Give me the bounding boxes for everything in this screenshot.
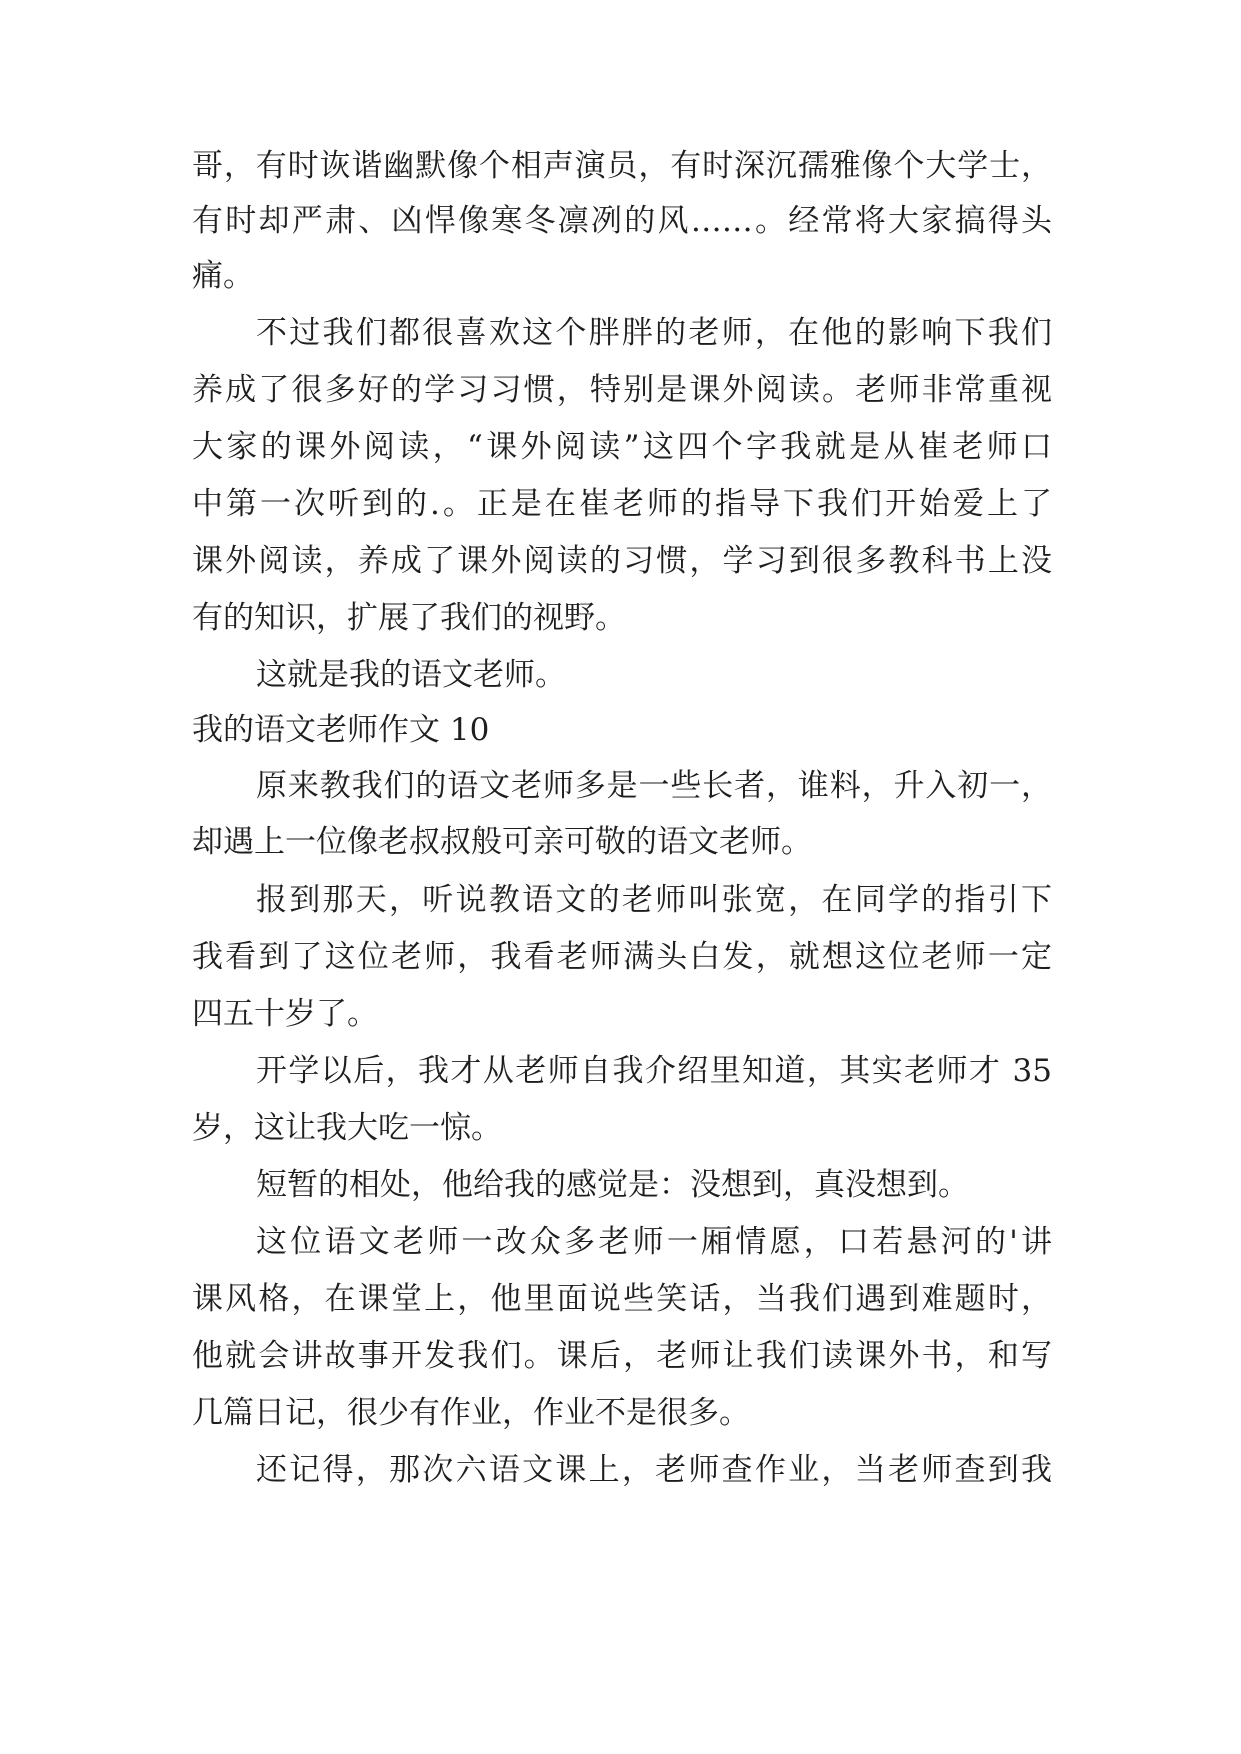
paragraph-line: 课外阅读，养成了课外阅读的习惯，学习到很多教科书上没 bbox=[192, 543, 1052, 579]
paragraph-line: 他就会讲故事开发我们。课后，老师让我们读课外书，和写 bbox=[192, 1338, 1052, 1374]
paragraph-line: 开学以后，我才从老师自我介绍里知道，其实老师才 35 bbox=[256, 1053, 1052, 1089]
paragraph-line: 却遇上一位像老叔叔般可亲可敬的语文老师。 bbox=[192, 824, 812, 860]
paragraph-line: 痛。 bbox=[192, 258, 254, 294]
paragraph-line: 原来教我们的语文老师多是一些长者，谁料，升入初一， bbox=[256, 768, 1052, 804]
paragraph-line: 岁，这让我大吃一惊。 bbox=[192, 1110, 502, 1146]
paragraph-line: 养成了很多好的学习习惯，特别是课外阅读。老师非常重视 bbox=[192, 372, 1052, 408]
paragraph-line: 有时却严肃、凶悍像寒冬凛冽的风……。经常将大家搞得头 bbox=[192, 203, 1052, 239]
paragraph-line: 短暂的相处，他给我的感觉是：没想到，真没想到。 bbox=[256, 1167, 969, 1203]
paragraph-line: 几篇日记，很少有作业，作业不是很多。 bbox=[192, 1395, 750, 1431]
paragraph-line: 有的知识，扩展了我们的视野。 bbox=[192, 600, 626, 636]
paragraph-line: 这位语文老师一改众多老师一厢情愿，口若悬河的'讲 bbox=[256, 1224, 1052, 1260]
paragraph-line: 不过我们都很喜欢这个胖胖的老师，在他的影响下我们 bbox=[256, 315, 1052, 351]
paragraph-line: 我看到了这位老师，我看老师满头白发，就想这位老师一定 bbox=[192, 939, 1052, 975]
paragraph-line: 这就是我的语文老师。 bbox=[256, 657, 566, 693]
paragraph-line: 报到那天，听说教语文的老师叫张宽，在同学的指引下 bbox=[256, 882, 1052, 918]
paragraph-line: 还记得，那次六语文课上，老师查作业，当老师查到我 bbox=[256, 1452, 1052, 1488]
paragraph-line: 中第一次听到的.。正是在崔老师的指导下我们开始爱上了 bbox=[192, 486, 1052, 522]
paragraph-line: 课风格，在课堂上，他里面说些笑话，当我们遇到难题时， bbox=[192, 1281, 1052, 1317]
section-heading: 我的语文老师作文 10 bbox=[192, 712, 490, 748]
paragraph-line: 四五十岁了。 bbox=[192, 996, 378, 1032]
paragraph-line: 大家的课外阅读，“课外阅读”这四个字我就是从崔老师口 bbox=[192, 429, 1052, 465]
paragraph-line: 哥，有时诙谐幽默像个相声演员，有时深沉孺雅像个大学士， bbox=[192, 148, 1052, 184]
